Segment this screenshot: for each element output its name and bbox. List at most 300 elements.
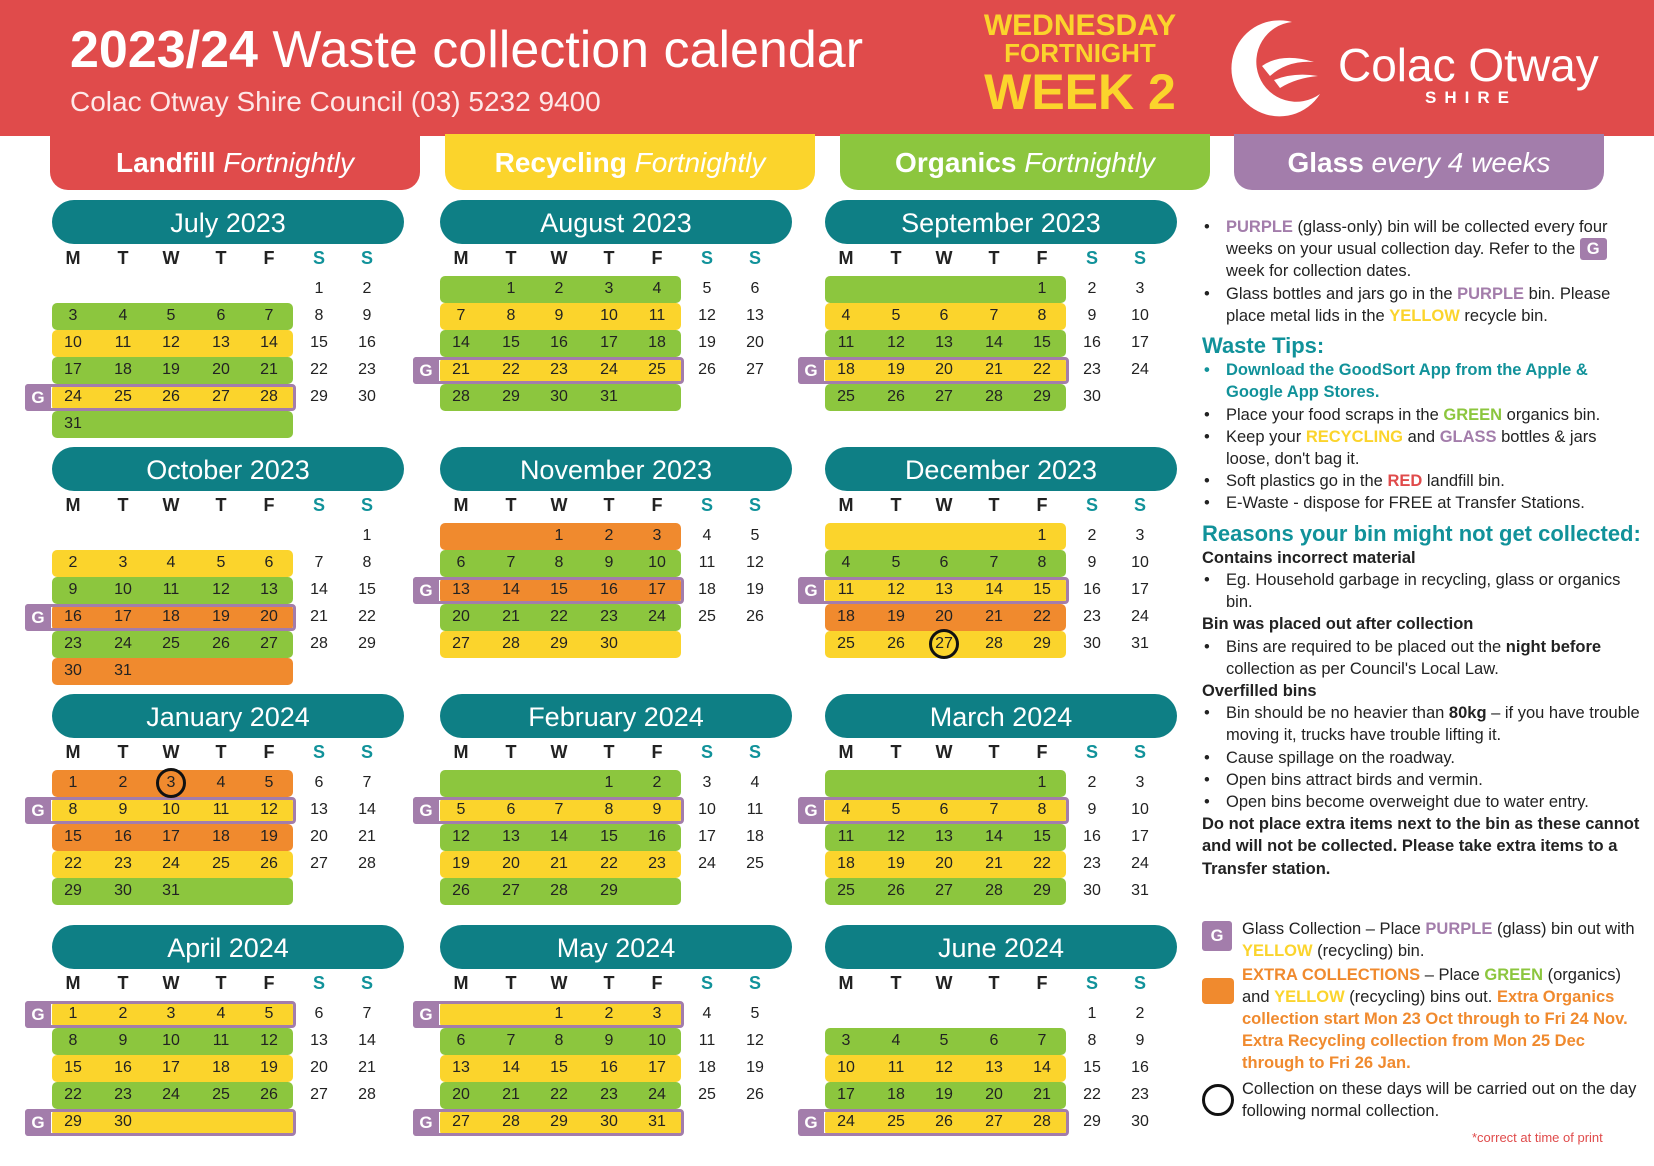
legend-extra-yellow: YELLOW	[1274, 988, 1345, 1006]
calendar-day: 17	[1131, 828, 1149, 845]
calendar-day: 25	[114, 388, 132, 405]
footnote: *correct at time of print	[1472, 1130, 1603, 1145]
calendar-day: 17	[648, 581, 666, 598]
weekday-label: W	[162, 973, 180, 993]
calendar-day: 27	[452, 1113, 470, 1130]
calendar-day: 8	[68, 1032, 78, 1049]
calendar-day: 12	[698, 307, 716, 324]
calendar-day: 25	[837, 635, 855, 652]
legend-glass-tag: G	[1202, 921, 1232, 951]
calendar-day: 15	[358, 581, 376, 598]
calendar-day: 28	[985, 882, 1003, 899]
glass-lids-text-2: bin. Please place metal lids in the	[1226, 284, 1611, 325]
calendar-day: 22	[64, 855, 82, 872]
week-day: WEDNESDAY	[983, 9, 1177, 42]
calendar-day: 26	[887, 635, 905, 652]
glass-info-text-1: (glass-only) bin will be collected every four weeks on your usual collection day. Refer to the	[1226, 218, 1608, 259]
calendar-day: 26	[452, 882, 470, 899]
weekday-label: S	[1133, 495, 1146, 515]
calendar-day: 28	[358, 855, 376, 872]
calendar-day: 21	[985, 608, 1003, 625]
calendar-day: 10	[648, 554, 666, 571]
calendar-day: 5	[891, 554, 901, 571]
weekday-label: M	[838, 495, 854, 515]
calendar-day: 4	[702, 527, 712, 544]
calendar-day: 4	[166, 554, 176, 571]
calendar-day: 12	[746, 1032, 764, 1049]
calendar-day: 25	[837, 882, 855, 899]
calendar-day: 4	[702, 1005, 712, 1022]
logo-name: Colac Otway	[1338, 39, 1599, 91]
calendar-day: 25	[648, 361, 666, 378]
calendar-day: 4	[216, 774, 226, 791]
weekday-label: M	[838, 973, 854, 993]
calendar-day: 5	[750, 1005, 760, 1022]
month-2	[798, 200, 1173, 445]
calendar-day: 30	[64, 662, 82, 679]
calendar-day: 11	[698, 554, 716, 571]
calendar-day: 27	[985, 1113, 1003, 1130]
reason-overfilled-spillage: • Cause spillage on the roadway.	[1202, 747, 1642, 769]
reason-weight-text-1: Bin should be no heavier than	[1226, 704, 1449, 723]
weekday-label: S	[1133, 248, 1146, 268]
tip-loose-text-1: Keep your	[1226, 427, 1306, 446]
weekday-label: S	[748, 495, 761, 515]
calendar-day: 10	[1131, 801, 1149, 818]
calendar-day: 3	[1135, 280, 1145, 297]
month-10	[413, 925, 788, 1166]
legend-extra-text	[1242, 964, 1642, 1074]
weekday-label: T	[890, 973, 902, 993]
calendar-day: 27	[310, 1086, 328, 1103]
waste-tips-heading: Waste Tips:	[1202, 333, 1325, 359]
calendar-day: 21	[452, 361, 470, 378]
calendar-day: 20	[935, 361, 953, 378]
calendar-day: 23	[1083, 361, 1101, 378]
calendar-day: 17	[64, 361, 82, 378]
calendar-day: 14	[452, 334, 470, 351]
month-title: April 2024	[52, 925, 404, 969]
tip-soft-red: RED	[1387, 472, 1423, 491]
calendar-day: 14	[502, 581, 520, 598]
calendar-day: 8	[1037, 801, 1047, 818]
calendar-day: 26	[887, 882, 905, 899]
month-title: December 2023	[825, 447, 1177, 491]
month-title: October 2023	[52, 447, 404, 491]
legend-extra	[1202, 964, 1642, 1074]
calendar-day: 25	[212, 1086, 230, 1103]
calendar-day: 24	[1131, 608, 1149, 625]
calendar-day: 4	[841, 801, 851, 818]
calendar-day: 3	[652, 527, 662, 544]
calendar-day: 16	[550, 334, 568, 351]
calendar-day: 2	[1087, 774, 1097, 791]
weekday-label: F	[263, 495, 275, 515]
reason-late-bold: night before	[1505, 637, 1602, 656]
calendar-day: 20	[985, 1086, 1003, 1103]
calendar-day: 2	[68, 554, 78, 571]
calendar-day: 4	[841, 554, 851, 571]
calendar-day: 29	[1033, 882, 1051, 899]
calendar-day: 1	[314, 280, 324, 297]
calendar-day: 8	[506, 307, 516, 324]
calendar-day: 31	[64, 415, 82, 432]
title-text: Waste collection calendar	[272, 21, 864, 79]
calendar-day: 16	[1083, 581, 1101, 598]
month-8	[798, 694, 1173, 939]
calendar-day: 10	[162, 801, 180, 818]
month-title: January 2024	[52, 694, 404, 738]
calendar-day: 29	[1033, 635, 1051, 652]
calendar-day: 15	[550, 581, 568, 598]
legend-extra-note: Extra Organics collection start Mon 23 Oct through to Fri 24 Nov. Extra Recycling collection from Mon 25 Dec through to Fri 26 Jan.	[1242, 988, 1628, 1072]
calendar-day: 2	[1087, 527, 1097, 544]
calendar-day: 29	[550, 635, 568, 652]
calendar-day: 6	[506, 801, 516, 818]
calendar-day: 10	[114, 581, 132, 598]
calendar-day: 9	[652, 801, 662, 818]
calendar-day: 19	[212, 608, 230, 625]
week-frequency: FORTNIGHT	[1004, 38, 1156, 68]
weekday-label: S	[1085, 248, 1098, 268]
calendar-day: 5	[750, 527, 760, 544]
legend-glass-text-2: (glass) bin out with	[1492, 920, 1635, 938]
calendar-day: 21	[1033, 1086, 1051, 1103]
calendar-day: 18	[212, 828, 230, 845]
calendar-day: 7	[362, 1005, 372, 1022]
calendar-day: 18	[746, 828, 764, 845]
calendar-day: 2	[652, 774, 662, 791]
calendar-day: 9	[604, 1032, 614, 1049]
calendar-day: 5	[456, 801, 466, 818]
reason-weight-text-2: – if you have trouble moving it, trucks have trouble lifting it.	[1226, 704, 1640, 745]
weekday-label: T	[505, 495, 517, 515]
calendar-day: 1	[604, 774, 614, 791]
calendar-day: 13	[935, 828, 953, 845]
calendar-day: 7	[989, 307, 999, 324]
calendar-day: 29	[600, 882, 618, 899]
calendar-day: 21	[502, 1086, 520, 1103]
calendar-day: 7	[362, 774, 372, 791]
calendar-day: 8	[1087, 1032, 1097, 1049]
calendar-day: 14	[358, 1032, 376, 1049]
calendar-day: 4	[750, 774, 760, 791]
calendar-day: 24	[1131, 361, 1149, 378]
calendar-day: 1	[68, 1005, 78, 1022]
weekday-label: T	[117, 973, 129, 993]
calendar-day: 26	[162, 388, 180, 405]
calendar-day: 21	[985, 361, 1003, 378]
weekday-label: T	[117, 495, 129, 515]
calendar-day: 15	[502, 334, 520, 351]
weekday-label: M	[453, 742, 469, 762]
calendar-day: 30	[1083, 388, 1101, 405]
weekday-label: T	[603, 495, 615, 515]
calendar-day: 25	[698, 608, 716, 625]
weekday-label: W	[935, 248, 953, 268]
calendar-day: 27	[212, 388, 230, 405]
weekday-label: T	[505, 248, 517, 268]
calendar-day: 22	[1033, 608, 1051, 625]
calendar-day: 27	[935, 635, 953, 652]
glass-week-tag: G	[413, 357, 439, 384]
calendar-day: 12	[887, 334, 905, 351]
tip-soft-plastics	[1202, 470, 1642, 492]
calendar-day: 14	[502, 1059, 520, 1076]
council-contact: Colac Otway Shire Council (03) 5232 9400	[70, 86, 601, 117]
calendar-day: 10	[600, 307, 618, 324]
weekday-label: S	[312, 248, 325, 268]
calendar-day: 16	[1131, 1059, 1149, 1076]
calendar-day: 29	[1083, 1113, 1101, 1130]
glass-week-tag: G	[25, 1109, 51, 1136]
calendar-day: 30	[1083, 635, 1101, 652]
calendar-day: 26	[260, 1086, 278, 1103]
calendar-day: 31	[162, 882, 180, 899]
calendar-day: 1	[1037, 527, 1047, 544]
calendar-day: 22	[358, 608, 376, 625]
weekday-label: W	[935, 973, 953, 993]
calendar-day: 23	[114, 855, 132, 872]
calendar-day: 3	[166, 1005, 176, 1022]
calendar-day: 13	[935, 334, 953, 351]
tip-loose-glass-word: GLASS	[1439, 427, 1497, 446]
weekday-label: T	[215, 973, 227, 993]
tip-food-text-1: Place your food scraps in the	[1226, 405, 1444, 424]
month-title: June 2024	[825, 925, 1177, 969]
month-title: September 2023	[825, 200, 1177, 244]
calendar-day: 18	[162, 608, 180, 625]
weekday-label: S	[312, 742, 325, 762]
weekday-label: S	[1133, 973, 1146, 993]
calendar-day: 12	[212, 581, 230, 598]
month-7	[413, 694, 788, 939]
month-0	[25, 200, 400, 445]
legend-extra-text-3: (recycling) bins out.	[1344, 988, 1497, 1006]
month-title: November 2023	[440, 447, 792, 491]
weekday-label: F	[263, 248, 275, 268]
reason-late-text-2: collection as per Council's Local Law.	[1226, 659, 1499, 678]
calendar-day: 19	[746, 1059, 764, 1076]
calendar-day: 5	[702, 280, 712, 297]
weekday-label: W	[935, 742, 953, 762]
calendar-day: 7	[554, 801, 564, 818]
calendar-day: 14	[260, 334, 278, 351]
calendar-day: 27	[502, 882, 520, 899]
legend-glass-text-1: Glass Collection – Place	[1242, 920, 1426, 938]
reason-overfilled-birds: • Open bins attract birds and vermin.	[1202, 769, 1642, 791]
calendar-day: 6	[939, 801, 949, 818]
calendar-day: 22	[600, 855, 618, 872]
month-4	[413, 447, 788, 692]
calendar-day: 30	[114, 882, 132, 899]
calendar-day: 20	[935, 608, 953, 625]
calendar-day: 7	[989, 801, 999, 818]
calendar-day: 7	[314, 554, 324, 571]
calendar-day: 18	[837, 855, 855, 872]
calendar-day: 5	[891, 801, 901, 818]
calendar-day: 5	[166, 307, 176, 324]
calendar-day: 9	[1087, 554, 1097, 571]
glass-info-tag: G	[1580, 238, 1607, 260]
calendar-day: 22	[64, 1086, 82, 1103]
calendar-day: 10	[1131, 554, 1149, 571]
calendar-day: 15	[1083, 1059, 1101, 1076]
calendar-day: 20	[502, 855, 520, 872]
calendar-day: 8	[554, 1032, 564, 1049]
month-title: July 2023	[52, 200, 404, 244]
extra-items-notice: Do not place extra items next to the bin as these cannot and will not be collected. Please take extra items to a Transfer station.	[1202, 815, 1640, 878]
calendar-day: 24	[162, 855, 180, 872]
calendar-day: 18	[114, 361, 132, 378]
calendar-day: 3	[1135, 527, 1145, 544]
calendar-day: 16	[600, 581, 618, 598]
calendar-day: 30	[1083, 882, 1101, 899]
calendar-day: 13	[260, 581, 278, 598]
legend-glass	[1202, 918, 1642, 962]
calendar-day: 17	[837, 1086, 855, 1103]
weekday-label: M	[65, 973, 81, 993]
calendar-day: 26	[746, 608, 764, 625]
calendar-day: 1	[1037, 280, 1047, 297]
weekday-label: F	[1036, 495, 1048, 515]
calendar-day: 14	[550, 828, 568, 845]
tab-landfill-frequency: Fortnightly	[223, 147, 355, 178]
weekday-label: F	[1036, 742, 1048, 762]
weekday-label: T	[890, 248, 902, 268]
calendar-day: 4	[841, 307, 851, 324]
calendar-day: 3	[1135, 774, 1145, 791]
weekday-label: S	[1085, 742, 1098, 762]
calendar-day: 30	[550, 388, 568, 405]
calendar-day: 28	[550, 882, 568, 899]
calendar-day: 3	[841, 1032, 851, 1049]
calendar-day: 2	[118, 774, 128, 791]
calendar-day: 11	[212, 1032, 230, 1049]
calendar-day: 22	[1083, 1086, 1101, 1103]
calendar-day: 13	[452, 581, 470, 598]
glass-lids-text-3: recycle bin.	[1459, 306, 1548, 325]
calendar-day: 7	[506, 554, 516, 571]
legend-glass-purple: PURPLE	[1425, 920, 1493, 938]
weekday-label: T	[603, 248, 615, 268]
calendar-day: 27	[935, 882, 953, 899]
calendar-day: 10	[64, 334, 82, 351]
calendar-day: 24	[600, 361, 618, 378]
calendar-day: 21	[550, 855, 568, 872]
tip-loose-text-2: and	[1402, 427, 1440, 446]
reason-incorrect-heading: Contains incorrect material	[1202, 548, 1416, 567]
calendar-day: 7	[1037, 1032, 1047, 1049]
calendar-day: 3	[118, 554, 128, 571]
weekday-label: M	[453, 495, 469, 515]
tip-e-waste: • E-Waste - dispose for FREE at Transfer Stations.	[1202, 492, 1642, 514]
calendar-day: 2	[604, 1005, 614, 1022]
calendar-day: 11	[837, 828, 855, 845]
calendar-day: 25	[746, 855, 764, 872]
calendar-day: 21	[502, 608, 520, 625]
calendar-day: 23	[64, 635, 82, 652]
calendar-day: 16	[600, 1059, 618, 1076]
calendar-day: 6	[456, 554, 466, 571]
weekday-label: T	[215, 495, 227, 515]
weekday-label: W	[162, 742, 180, 762]
calendar-day: 8	[68, 801, 78, 818]
legend-circle-icon	[1202, 1084, 1234, 1116]
calendar-day: 30	[600, 1113, 618, 1130]
calendar-day: 17	[648, 1059, 666, 1076]
calendar-day: 11	[114, 334, 132, 351]
tip-goodsort-app: • Download the GoodSort App from the Apple & Google App Stores.	[1202, 359, 1642, 403]
calendar-day: 26	[746, 1086, 764, 1103]
calendar-day: 17	[1131, 334, 1149, 351]
calendar-day: 9	[1087, 801, 1097, 818]
calendar-day: 9	[118, 1032, 128, 1049]
calendar-day: 31	[648, 1113, 666, 1130]
calendar-day: 5	[891, 307, 901, 324]
calendar-day: 16	[648, 828, 666, 845]
calendar-day: 5	[216, 554, 226, 571]
calendar-day: 6	[216, 307, 226, 324]
calendar-day: 29	[1033, 388, 1051, 405]
calendar-day: 18	[698, 1059, 716, 1076]
legend-extra-green: GREEN	[1484, 966, 1544, 984]
calendar-day: 29	[358, 635, 376, 652]
weekday-label: S	[700, 742, 713, 762]
month-6	[25, 694, 400, 939]
glass-info-purple: PURPLE	[1226, 218, 1293, 236]
weekday-label: S	[748, 248, 761, 268]
calendar-day: 2	[604, 527, 614, 544]
calendar-day: 28	[502, 635, 520, 652]
calendar-day: 26	[212, 635, 230, 652]
calendar-day: 23	[1083, 855, 1101, 872]
reason-incorrect-bullet: • Eg. Household garbage in recycling, glass or organics bin.	[1202, 569, 1642, 613]
glass-week-tag: G	[413, 797, 439, 824]
calendar-day: 24	[1131, 855, 1149, 872]
weekday-label: F	[1036, 973, 1048, 993]
calendar-day: 6	[314, 1005, 324, 1022]
calendar-day: 19	[887, 608, 905, 625]
calendar-day: 29	[310, 388, 328, 405]
weekday-label: T	[890, 495, 902, 515]
calendar-day: 7	[264, 307, 274, 324]
calendar-day: 26	[935, 1113, 953, 1130]
tab-glass	[1234, 134, 1604, 190]
calendar-day: 3	[68, 307, 78, 324]
calendar-day: 7	[456, 307, 466, 324]
calendar-day: 10	[837, 1059, 855, 1076]
calendar-day: 8	[604, 801, 614, 818]
calendar-day: 9	[554, 307, 564, 324]
tip-loose-recycling	[1202, 426, 1642, 470]
calendar-day: 28	[985, 388, 1003, 405]
calendar-day: 11	[698, 1032, 716, 1049]
calendar-day: 30	[600, 635, 618, 652]
weekday-label: S	[312, 973, 325, 993]
weekday-label: W	[162, 495, 180, 515]
calendar-day: 30	[1131, 1113, 1149, 1130]
reasons-heading: Reasons your bin might not get collected:	[1202, 520, 1641, 546]
calendar-day: 28	[985, 635, 1003, 652]
calendar-day: 15	[600, 828, 618, 845]
calendar-day: 30	[114, 1113, 132, 1130]
tab-landfill-label: Landfill	[115, 147, 216, 178]
calendar-day: 27	[310, 855, 328, 872]
glass-week-tag: G	[25, 1001, 51, 1028]
calendar-day: 8	[314, 307, 324, 324]
calendar-day: 15	[550, 1059, 568, 1076]
